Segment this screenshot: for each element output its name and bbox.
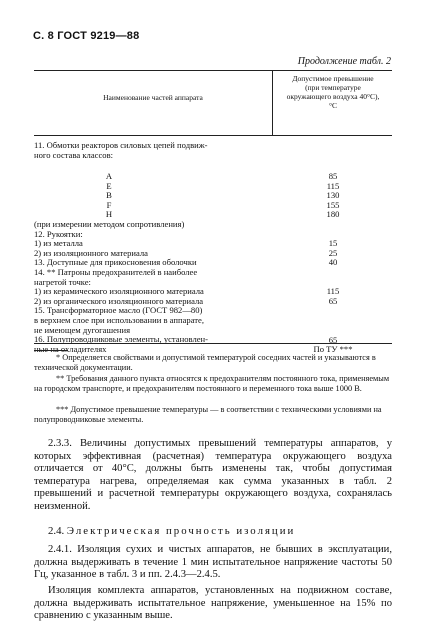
- table-row-value: 40: [328, 257, 338, 268]
- paragraph-2-3-3: 2.3.3. Величины допустимых превышений температуры аппаратов, у которых эффективная (расчетная) температура окружающего воздуха отличается от 40°С, должны быть изменены так, чтобы допустимая температура нагрева, определяемая как сумма указанных в табл. 2 превышений и расчетной температуры окружающего воздуха, сохранялась неизменной.: [34, 438, 392, 512]
- footnote-rule: [34, 350, 68, 351]
- table-row-name: 1) из керамического изоляционного материала: [34, 286, 204, 297]
- table-header-parts: Наименование частей аппарата: [103, 93, 203, 102]
- table-row-name: 13. Доступные для прикосновения оболочки: [34, 257, 197, 268]
- table-header-temperature: [274, 74, 392, 110]
- table-header-temperature-line: °С: [328, 101, 337, 110]
- section-heading-2-4: [48, 525, 295, 537]
- table-row-name: 1) из металла: [34, 238, 83, 249]
- table-row-value: 155: [326, 199, 340, 210]
- section-number: 2.4.: [48, 525, 65, 537]
- table-row-name: (при измерении методом сопротивления): [34, 219, 185, 229]
- table-row-value: 115: [326, 180, 340, 191]
- footnote-1: * Определяется свойствами и допустимой температурой соседних частей и указываются в технической документации.: [34, 353, 376, 372]
- table-row-value: 115: [326, 286, 340, 297]
- table-row-name: A: [105, 171, 113, 181]
- table-row-name: ного состава классов:: [34, 149, 114, 160]
- table-row-name: 16. Полупроводниковые элементы, установлен-: [34, 334, 209, 345]
- table-header-rule: [34, 135, 392, 136]
- table-row-name: 14. ** Патроны предохранителей в наиболее: [34, 267, 198, 277]
- table-row-name: F: [106, 199, 112, 210]
- table-row-name: 11. Обмотки реакторов силовых цепей подвиж-: [34, 140, 208, 150]
- page-header: С. 8 ГОСТ 9219—88: [33, 30, 140, 42]
- table-row-name: 12. Рукоятки:: [34, 228, 83, 239]
- table-header-temperature-line: окружающего воздуха 40°С),: [286, 92, 380, 101]
- table-continuation-label: Продолжение табл. 2: [297, 56, 391, 67]
- section-title: Электрическая прочность изоляции: [66, 525, 296, 537]
- footnote-2: ** Требования данного пункта относятся к предохранителям постоянного тока, применяемым на городском транспорте, и предохранителям постоянного и переменного тока выше 1000 В.: [34, 374, 390, 393]
- table-row-name: ные на охладителях: [34, 343, 107, 354]
- paragraph-2-4-1-b: Изоляция комплекта аппаратов, установленных на подвижном составе, должна выдерживать испытательное напряжение, уменьшенное на 15% по сравнению с указанным выше.: [34, 585, 392, 622]
- table-row-name: 2) из изоляционного материала: [34, 247, 148, 258]
- table-row-value: 65: [328, 295, 338, 306]
- table-row-value: 180: [326, 209, 340, 220]
- table-row-name: 2) из органического изоляционного материала: [34, 295, 204, 306]
- table-top-rule: [34, 70, 392, 71]
- paragraph-2-4-1: 2.4.1. Изоляция сухих и чистых аппаратов, не бывших в эксплуатации, должна выдерживать в течение 1 мин испытательное напряжение частоты 50 Гц, указанное в табл. 3 и пп. 2.4.3—2.4.5.: [34, 544, 392, 581]
- table-row-name: H: [105, 209, 113, 220]
- table-column-separator: [272, 71, 273, 135]
- table-row-name: в верхнем слое при использовании в аппарате,: [34, 315, 205, 325]
- table-row-name: 15. Трансформаторное масло (ГОСТ 982—80): [34, 305, 203, 316]
- table-row-value: 15: [328, 238, 338, 249]
- table-header-temperature-line: Допустимое превышение: [292, 74, 374, 83]
- footnote-3: *** Допустимое превышение температуры — в соответствии с техническими условиями на полупроводниковые элементы.: [34, 405, 382, 424]
- table-row-value: По ТУ ***: [313, 343, 353, 354]
- table-row-value: 130: [326, 190, 340, 201]
- table-row-name: не имеющем дугогашения: [34, 324, 131, 335]
- table-header-temperature-line: (при температуре: [305, 83, 361, 92]
- table-row-value: 85: [328, 171, 338, 181]
- table-row-value: 65: [328, 334, 338, 345]
- table-bottom-rule: [34, 343, 392, 344]
- table-row-name: нагретой точке:: [34, 276, 91, 287]
- table-row-name: E: [106, 180, 112, 191]
- table-row-value: 25: [328, 247, 338, 258]
- table-row-name: B: [106, 190, 112, 201]
